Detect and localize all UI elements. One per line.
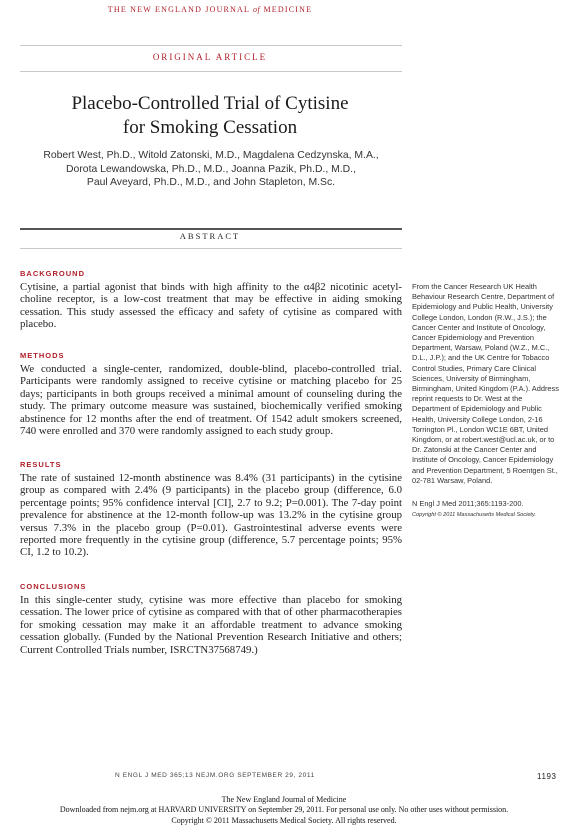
- author-line: Paul Aveyard, Ph.D., M.D., and John Stapleton, M.Sc.: [86, 177, 336, 189]
- notice-line-journal: The New England Journal of Medicine: [221, 795, 347, 804]
- page-number: 1193: [537, 772, 557, 781]
- abstract-bottom-rule: [20, 248, 402, 249]
- author-line: Robert West, Ph.D., Witold Zatonski, M.D., Magdalena Cedzynska, M.A.,: [43, 150, 379, 161]
- running-head-of: of: [253, 5, 261, 14]
- methods-heading: METHODS: [20, 351, 65, 360]
- top-rule: [20, 45, 402, 46]
- notice-line-download: Downloaded from nejm.org at HARVARD UNIVERSITY on September 29, 2011. For personal use only. No other uses without permission.: [59, 805, 509, 815]
- methods-text: We conducted a single-center, randomized, double-blind, placebo-controlled trial. Participants were randomly assigned to receive cytisine or matching placebo for 25 days; participants in both groups received a minimal amount of counseling during the study. The primary outcome measure was sustained, biochemically verified smoking abstinence for 12 months after the end of treatment. Of 1542 adult smokers screened, 740 were enrolled and 370 were randomly assigned to each study group.: [20, 363, 402, 438]
- article-title: [20, 92, 400, 140]
- abstract-label: ABSTRACT: [179, 231, 241, 241]
- abstract-top-rule: [20, 228, 402, 230]
- title-line: for Smoking Cessation: [122, 117, 298, 138]
- section-label: ORIGINAL ARTICLE: [152, 52, 268, 62]
- citation: N Engl J Med 2011;365:1193-200.: [412, 499, 524, 508]
- conclusions-text: In this single-center study, cytisine was more effective than placebo for smoking cessation. The lower price of cytisine as compared with that of other pharmacotherapies for smoking cessation may make it an affordable treatment to advance smoking cessation globally. (Funded by the National Prevention Research Initiative and others; Current Controlled Trials number, ISRCTN37568749.): [20, 594, 402, 656]
- section-rule: [20, 71, 402, 72]
- abstract-results: [20, 460, 402, 559]
- copyright-note: Copyright © 2011 Massachusetts Medical Society.: [412, 512, 536, 518]
- background-text: Cytisine, a partial agonist that binds with high affinity to the α4β2 nicotinic acetyl-choline receptor, is a low-cost treatment that may be effective in aiding smoking cessation. This study assessed the efficacy and safety of cytisine as compared with placebo.: [20, 281, 402, 331]
- footer-journal-info: N ENGL J MED 365;13 NEJM.ORG SEPTEMBER 29, 2011: [115, 772, 315, 779]
- results-text: The rate of sustained 12-month abstinence was 8.4% (31 participants) in the cytisine group as compared with 2.4% (9 participants) in the placebo group (difference, 6.0 percentage points; 95% confidence interval [CI], 2.7 to 9.2; P=0.001). The 7-day point prevalence for abstinence at the 12-month follow-up was 13.2% in the cytisine group versus 7.3% in the placebo group (P=0.01). Gastrointestinal adverse events were reported more frequently in the cytisine group (difference, 5.7 percentage points; 95% CI, 1.2 to 10.2).: [20, 472, 402, 559]
- author-line: Dorota Lewandowska, Ph.D., M.D., Joanna Pazik, Ph.D., M.D.,: [66, 163, 356, 175]
- running-head: [0, 5, 420, 14]
- running-head-pre: THE NEW ENGLAND JOURNAL: [107, 5, 250, 14]
- background-heading: BACKGROUND: [20, 269, 85, 278]
- abstract-conclusions: [20, 582, 402, 656]
- running-head-post: MEDICINE: [263, 5, 313, 14]
- notice-line-copyright: Copyright © 2011 Massachusetts Medical Society. All rights reserved.: [171, 815, 397, 825]
- download-notice: [0, 795, 568, 826]
- abstract-methods: [20, 351, 402, 437]
- affiliations-note: From the Cancer Research UK Health Behaviour Research Centre, Department of Epidemiology and Public Health, University College London, London (R.W., J.S.); the Cancer Center and Institute of Oncology, Cancer Epidemiology and Prevention Department, Warsaw, Poland (W.Z., M.C., D.L., J.P.); and the UK Centre for Tobacco Control Studies, Primary Care Clinical Sciences, University of Birmingham, Birmingham, United Kingdom (P.A.). Address reprint requests to Dr. West at the Department of Epidemiology and Public Health, University College London, 2-16 Torrington Pl., London WC1E 6BT, United Kingdom, or at robert.west@ucl.ac.uk, or to Dr. Zatonski at the Cancer Center and Institute of Oncology, Cancer Epidemiology and Prevention Department, 5 Roentgen St., 02-781 Warsaw, Poland.: [412, 282, 559, 485]
- results-heading: RESULTS: [20, 460, 62, 469]
- conclusions-heading: CONCLUSIONS: [20, 582, 87, 591]
- author-list: [30, 149, 392, 190]
- abstract-background: [20, 269, 402, 331]
- title-line: Placebo-Controlled Trial of Cytisine: [71, 93, 349, 114]
